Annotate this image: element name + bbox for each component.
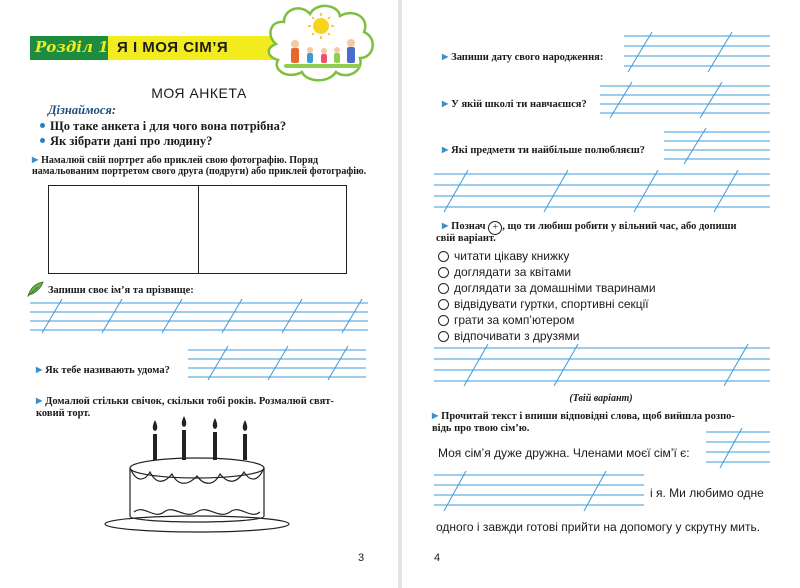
name-task: Запиши своє ім’я та прізвище: <box>48 285 194 296</box>
cake-task-cont: ковий торт. <box>36 408 91 419</box>
family-writing-lines-1[interactable] <box>706 428 770 472</box>
triangle-bullet-icon: ▶ <box>32 155 39 164</box>
option-item[interactable]: відвідувати гуртки, спортивні секції <box>438 296 656 312</box>
option-list <box>438 248 656 344</box>
left-page <box>0 0 398 588</box>
family-text-line-3: одного і завжди готові прийти на допомогу у скрутну мить. <box>436 520 761 534</box>
learn-item: Що таке анкета і для чого вона потрібна? <box>40 119 286 134</box>
portrait-frame-self[interactable] <box>48 185 199 274</box>
option-item[interactable]: доглядати за домашніми тваринами <box>438 280 656 296</box>
family-writing-lines-2[interactable] <box>434 471 644 515</box>
radio-icon[interactable] <box>438 315 449 326</box>
school-writing-lines[interactable] <box>600 80 770 124</box>
triangle-bullet-icon: ▶ <box>442 99 449 108</box>
bullet-icon <box>40 138 45 143</box>
birthdate-task: ▶ Запиши дату свого народження: <box>442 52 604 63</box>
section-title: Я І МОЯ СІМ’Я <box>117 39 229 56</box>
freetime-task-cont: свій варіант. <box>436 233 496 244</box>
radio-icon[interactable] <box>438 267 449 278</box>
learn-item: Як зібрати дані про людину? <box>40 134 212 149</box>
cake-task: ▶ Домалюй стільки свічок, скільки тобі років. Розмалюй свят- <box>36 396 334 407</box>
family-text-line-1: Моя сім’я дуже дружна. Членами моєї сім’ї є: <box>438 446 690 460</box>
radio-icon[interactable] <box>438 331 449 342</box>
option-item[interactable]: відпочивати з друзями <box>438 328 656 344</box>
triangle-bullet-icon: ▶ <box>432 411 439 420</box>
cloud-outline-icon <box>269 6 373 80</box>
section-label: Розділ 1. <box>35 38 114 56</box>
grass-icon <box>284 64 360 68</box>
portrait-task-cont: намальованим портретом свого друга (подруги) або приклей фотографію. <box>32 166 367 177</box>
option-item[interactable]: читати цікаву книжку <box>438 248 656 264</box>
triangle-bullet-icon: ▶ <box>442 52 449 61</box>
learn-heading: Дізнаймося: <box>48 103 116 117</box>
cake-icon <box>100 416 295 534</box>
family-task-cont: відь про твою сім’ю. <box>432 423 530 434</box>
school-task: ▶ У якій школі ти навчаєшся? <box>442 99 587 110</box>
sun-icon <box>313 18 329 34</box>
radio-icon[interactable] <box>438 251 449 262</box>
subjects-task: ▶ Які предмети ти найбільше полюбляєш? <box>442 145 645 156</box>
variant-writing-lines[interactable] <box>434 344 770 390</box>
page-title: МОЯ АНКЕТА <box>151 85 247 101</box>
subjects-writing-lines-2[interactable] <box>434 170 770 214</box>
right-page <box>402 0 800 588</box>
family-text-line-2: і я. Ми любимо одне <box>650 486 764 500</box>
option-item[interactable]: доглядати за квітами <box>438 264 656 280</box>
triangle-bullet-icon: ▶ <box>442 145 449 154</box>
nickname-task: ▶ Як тебе називають удома? <box>36 365 170 376</box>
page-number: 4 <box>434 552 441 564</box>
birthdate-writing-lines[interactable] <box>624 30 770 78</box>
triangle-bullet-icon: ▶ <box>36 365 43 374</box>
radio-icon[interactable] <box>438 299 449 310</box>
family-illustration <box>262 2 380 84</box>
freetime-task: ▶ Познач + , що ти любиш робити у вільний час, або допиши <box>442 221 737 233</box>
nickname-writing-lines[interactable] <box>188 344 366 386</box>
triangle-bullet-icon: ▶ <box>36 396 43 405</box>
bullet-icon <box>40 123 45 128</box>
family-task: ▶ Прочитай текст і впиши відповідні слова, щоб вийшла розпо- <box>432 411 735 422</box>
name-writing-lines[interactable] <box>30 297 368 339</box>
option-item[interactable]: грати за комп’ютером <box>438 312 656 328</box>
portrait-frame-friend[interactable] <box>198 185 347 274</box>
plus-circle-icon: + <box>488 221 502 235</box>
your-variant-caption: (Твій варіант) <box>569 393 633 404</box>
radio-icon[interactable] <box>438 283 449 294</box>
page-number: 3 <box>358 552 365 564</box>
portrait-task: ▶ Намалюй свій портрет або приклей свою фотографію. Поряд <box>32 155 319 166</box>
triangle-bullet-icon: ▶ <box>442 221 449 230</box>
subjects-writing-lines-1[interactable] <box>664 126 770 170</box>
